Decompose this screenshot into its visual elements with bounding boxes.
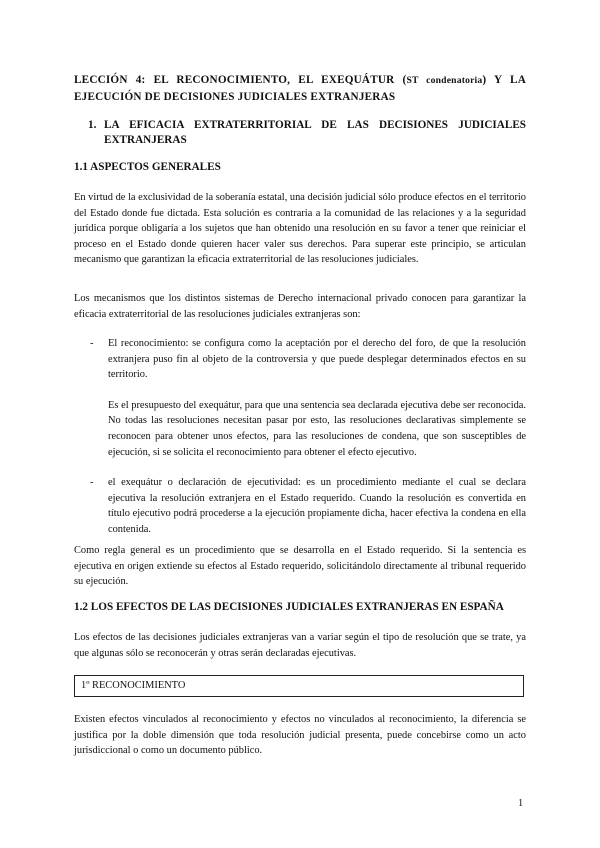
lesson-title: LECCIÓN 4: EL RECONOCIMIENTO, EL EXEQUÁTUR (ST condenatoria) Y LA EJECUCIÓN DE DECISIONES JUDICIALES EXTRANJERAS <box>74 74 526 103</box>
mechanisms-list <box>74 336 526 538</box>
section-1-heading <box>88 118 526 148</box>
list-item-text: El reconocimiento: se configura como la aceptación por el derecho del foro, de que la resolución extranjera puso fin al objeto de la controversia y que puede desplegar determinados efectos en su territorio. <box>108 338 526 381</box>
list-dash: - <box>90 477 94 489</box>
paragraph-effects: Los efectos de las decisiones judiciales extranjeras van a variar según el tipo de resolución que se trate, ya que algunas sólo se reconocerán y otras serán declaradas ejecutivas. <box>74 632 526 659</box>
list-item-text: el exequátur o declaración de ejecutividad: es un procedimiento mediante el cual se declara ejecutiva la resolución extranjera en el Estado requerido. Cuando la resolución es convertida en título ejecutivo podrá procederse a la ejecución propiamente dicha, hacer efectiva la condena en ella contenida. <box>108 477 526 535</box>
list-item-continuation: Es el presupuesto del exequátur, para que una sentencia sea declarada ejecutiva debe ser reconocida. No todas las resoluciones necesitan pasar por esto, las resoluciones declarativas simplemente se reconocen para obtener unos efectos, para las resoluciones de condena, que son susceptibles de ejecución, si se solicita el reconocimiento para obtener el efecto ejecutivo. <box>108 399 526 458</box>
section-number: 1. <box>88 119 97 131</box>
list-item-reconocimiento <box>74 336 526 460</box>
section-title: LA EFICACIA EXTRATERRITORIAL DE LAS DECISIONES JUDICIALES EXTRANJERAS <box>104 119 526 146</box>
paragraph-exclusivity: En virtud de la exclusividad de la soberanía estatal, una decisión judicial sólo produce efectos en el territorio del Estado donde fue dictada. Esta solución es contraria a la comunidad de las relaciones y a la seguridad jurídica porque obligaría a los sujetos que han obtenido una resolución en su favor a tener que reiniciar el proceso en el Estado donde quieren hacer valer sus derechos. Para superar este principio, se articulan mecanismo que garantizan la eficacia extraterritorial de las resoluciones judiciales. <box>74 192 526 266</box>
paragraph-mechanisms: Los mecanismos que los distintos sistemas de Derecho internacional privado conocen para garantizar la eficacia extraterritorial de las resoluciones judiciales extranjeras son: <box>74 293 526 320</box>
page-number: 1 <box>518 798 524 809</box>
list-dash: - <box>90 338 94 349</box>
lesson-title-parenthetical: ST condenatoria <box>406 75 483 86</box>
list-item-exequatur <box>74 475 526 537</box>
subsection-1-1-heading: 1.1 ASPECTOS GENERALES <box>74 161 221 173</box>
paragraph-general-rule: Como regla general es un procedimiento que se desarrolla en el Estado requerido. Si la sentencia es ejecutiva en origen extiende su efectos al Estado requerido, solicitándolo directamente al tribunal requerido su ejecución. <box>74 545 526 588</box>
paragraph-reconocimiento: Existen efectos vinculados al reconocimiento y efectos no vinculados al reconocimiento, la diferencia se justifica por la doble dimensión que toda resolución judicial presenta, puede concebirse como un acto jurisdiccional o como un documento público. <box>74 714 526 757</box>
reconocimiento-box: 1º RECONOCIMIENTO <box>74 675 524 697</box>
subsection-1-2-heading: 1.2 LOS EFECTOS DE LAS DECISIONES JUDICIALES EXTRANJERAS EN ESPAÑA <box>74 601 504 613</box>
